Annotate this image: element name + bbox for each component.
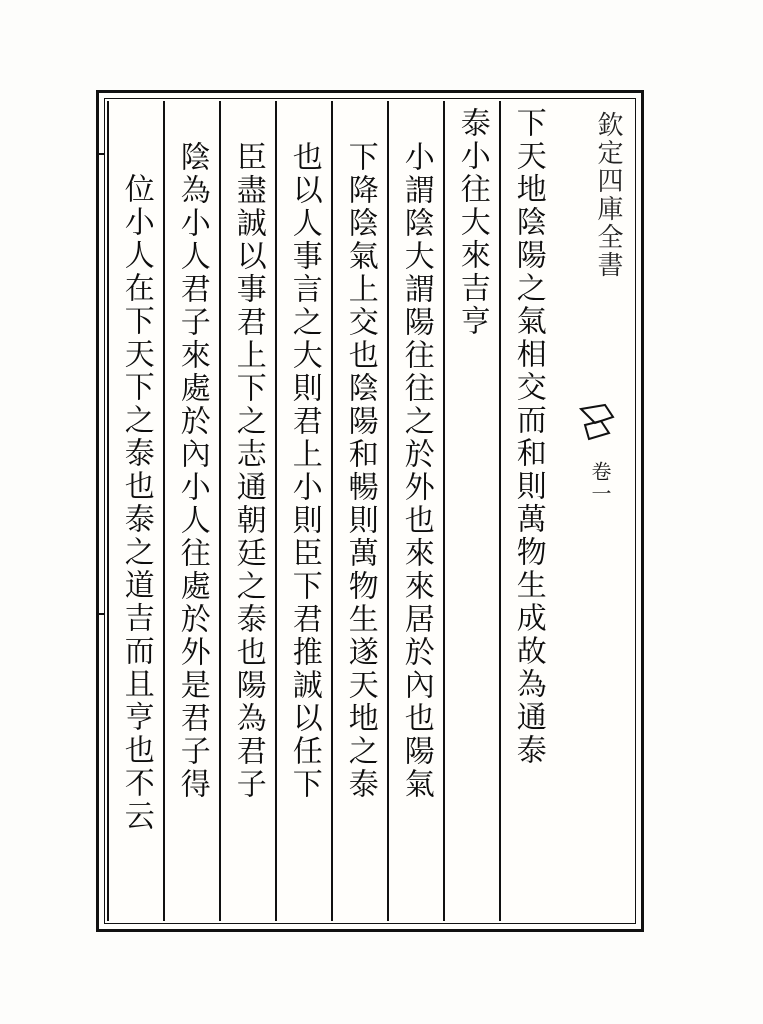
column-text: 臣盡誠以事君上下之志通朝廷之泰也陽為君子 [230,141,266,801]
registration-tick [98,153,104,155]
seal-stamp-icon [575,401,619,445]
registration-tick [98,613,104,615]
page-frame [96,90,644,932]
text-column-8 [107,101,163,921]
column-text: 下降陰氣上交也陰陽和暢則萬物生遂天地之泰 [342,141,378,801]
column-text: 泰小往大來吉亨 [454,107,490,338]
imperial-seal-title: 欽定四庫全書 [593,111,623,279]
text-columns [107,101,633,921]
column-text: 位小人在下天下之泰也泰之道吉而且亨也不云 [118,173,154,833]
text-column-3 [387,101,443,921]
text-column-4 [331,101,387,921]
text-column-1 [499,101,555,921]
column-text: 小謂陰大謂陽往往之於外也來來居於內也陽氣 [398,141,434,801]
text-column-2 [443,101,499,921]
text-column-5 [275,101,331,921]
text-column-7 [163,101,219,921]
text-column-6 [219,101,275,921]
marginal-column [555,101,633,921]
column-text: 也以人事言之大則君上小則臣下君推誠以任下 [286,141,322,801]
volume-label: 卷一 [588,461,612,505]
column-text: 陰為小人君子來處於內小人往處於外是君子得 [174,141,210,801]
column-text: 下天地陰陽之氣相交而和則萬物生成故為通泰 [510,107,546,767]
